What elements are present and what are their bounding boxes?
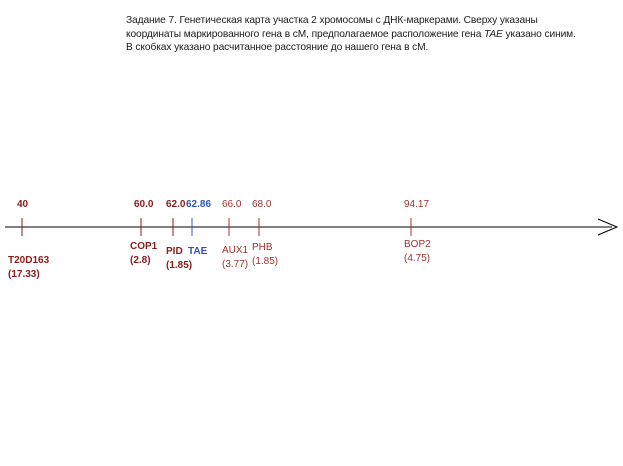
marker-coordinate: 62.86 — [186, 199, 212, 210]
marker-layer — [8, 199, 431, 280]
marker-distance: (3.77) — [222, 259, 249, 270]
task-line-2-end: указано синим. — [502, 28, 576, 40]
task-line-2-gene: TAE — [484, 28, 503, 40]
marker-phb — [252, 199, 278, 267]
marker-name: T20D163 — [8, 255, 50, 266]
task-line-2-start: координаты маркированного гена в сМ, предполагаемое расположение гена — [126, 28, 484, 40]
marker-coordinate: 62.0 — [166, 199, 186, 210]
marker-cop1 — [130, 199, 158, 266]
marker-coordinate: 40 — [17, 199, 29, 210]
marker-distance: (1.85) — [166, 260, 193, 271]
marker-aux1 — [222, 199, 249, 270]
marker-distance: (2.8) — [130, 255, 151, 266]
marker-bop2 — [404, 199, 431, 264]
marker-name: AUX1 — [222, 245, 249, 256]
marker-name: COP1 — [130, 241, 158, 252]
marker-coordinate: 68.0 — [252, 199, 272, 210]
marker-name: PID — [166, 246, 183, 257]
marker-coordinate: 66.0 — [222, 199, 242, 210]
marker-distance: (17.33) — [8, 269, 40, 280]
marker-name: PHB — [252, 242, 273, 253]
marker-name: BOP2 — [404, 239, 431, 250]
marker-name: TAE — [188, 246, 208, 257]
chromosome-axis — [5, 219, 617, 235]
marker-distance: (4.75) — [404, 253, 431, 264]
marker-coordinate: 60.0 — [134, 199, 154, 210]
task-line-1: Задание 7. Генетическая карта участка 2 хромосомы с ДНК-маркерами. Сверху указаны — [126, 15, 538, 26]
marker-tae — [186, 199, 211, 257]
marker-t20d163 — [8, 199, 50, 280]
marker-coordinate: 94.17 — [404, 199, 430, 210]
marker-distance: (1.85) — [252, 256, 279, 267]
task-line-3: В скобках указано расчитанное расстояние до нашего гена в сМ. — [126, 42, 429, 54]
